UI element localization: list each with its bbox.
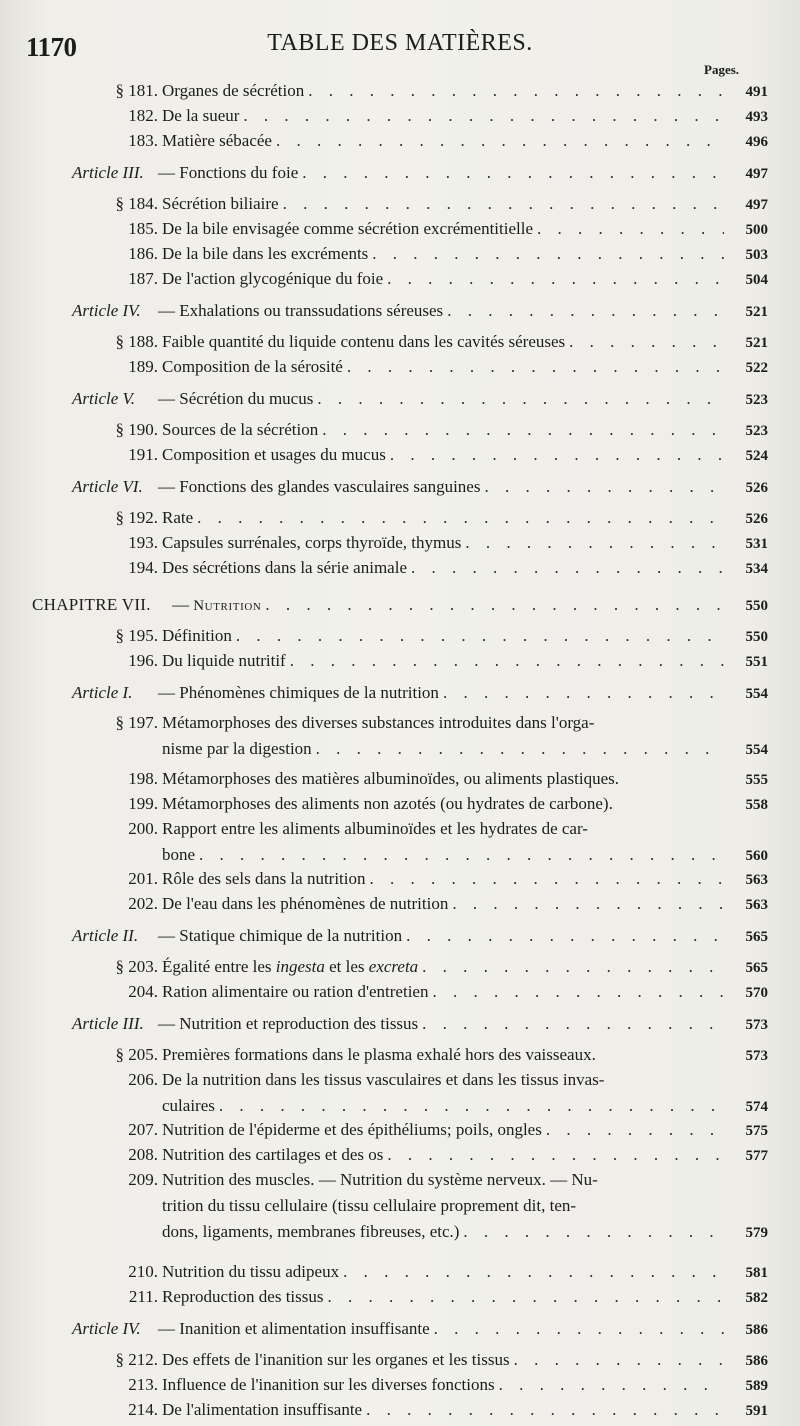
- toc-section: [100, 103, 768, 129]
- dot-leader: [219, 1093, 724, 1119]
- page-reference: 493: [745, 109, 768, 125]
- entry-number: 194.: [128, 558, 158, 577]
- entry-number: 191.: [128, 445, 158, 464]
- page-reference: 565: [745, 960, 768, 976]
- toc-article: [72, 1316, 768, 1342]
- page-reference: 523: [745, 392, 768, 408]
- toc-section: [100, 979, 768, 1005]
- entry-number: 182.: [128, 106, 158, 125]
- entry-title: De l'eau dans les phénomènes de nutrition: [162, 894, 449, 913]
- entry-title: De la bile envisagée comme sécrétion excrémentitielle: [162, 219, 533, 238]
- entry-title: De l'action glycogénique du foie: [162, 269, 384, 288]
- entry-title: Composition et usages du mucus: [162, 445, 386, 464]
- dot-leader: [463, 1219, 724, 1245]
- dot-leader: [283, 191, 724, 217]
- entry-number: 202.: [128, 894, 158, 913]
- entry-title-continued: bone: [162, 845, 196, 864]
- entry-title: Capsules surrénales, corps thyroïde, thymus: [162, 533, 462, 552]
- page-reference: 563: [745, 897, 768, 913]
- entry-title: Ration alimentaire ou ration d'entretien: [162, 982, 429, 1001]
- entry-number: 206.: [128, 1070, 158, 1089]
- page-reference: 574: [745, 1099, 768, 1115]
- entry-number: Article VI.: [72, 477, 143, 496]
- dot-leader: [308, 78, 724, 104]
- toc-section: [100, 1117, 768, 1143]
- page-reference: 558: [745, 797, 768, 813]
- entry-number: 208.: [128, 1145, 158, 1164]
- entry-title: Nutrition des cartilages et des os: [162, 1145, 384, 1164]
- toc-section: [100, 866, 768, 892]
- page-reference: 521: [745, 335, 768, 351]
- dot-leader: [316, 736, 724, 762]
- dot-leader: [343, 1259, 724, 1285]
- dot-leader: [452, 891, 724, 917]
- toc-section: [100, 1167, 768, 1245]
- entry-number: § 181.: [115, 81, 158, 100]
- entry-number: 209.: [128, 1170, 158, 1189]
- dot-leader: [447, 298, 724, 324]
- dot-leader: [422, 954, 724, 980]
- entry-title: Composition de la sérosité: [162, 357, 343, 376]
- entry-title: Premières formations dans le plasma exhalé hors des vaisseaux.: [162, 1045, 596, 1064]
- entry-title: Matière sébacée: [162, 131, 272, 150]
- entry-number: § 205.: [115, 1045, 158, 1064]
- toc-section: [100, 241, 768, 267]
- entry-title-italic: excreta: [368, 957, 419, 976]
- entry-number: Article IV.: [72, 301, 141, 320]
- dot-leader: [317, 386, 724, 412]
- entry-number: 186.: [128, 244, 158, 263]
- entry-number: 201.: [128, 869, 158, 888]
- page-reference: 591: [745, 1403, 768, 1419]
- page-reference: 521: [745, 304, 768, 320]
- dot-leader: [434, 1316, 724, 1342]
- entry-title: Métamorphoses des aliments non azotés (ou hydrates de carbone).: [162, 794, 613, 813]
- entry-title: De la bile dans les excréments: [162, 244, 369, 263]
- entry-title-continued: nisme par la digestion: [162, 739, 312, 758]
- entry-title: — Phénomènes chimiques de la nutrition: [158, 683, 439, 702]
- toc-article: [72, 1011, 768, 1037]
- entry-title: Influence de l'inanition sur les diverses fonctions: [162, 1375, 495, 1394]
- entry-title: Reproduction des tissus: [162, 1287, 324, 1306]
- entry-title: Métamorphoses des diverses substances introduites dans l'orga-: [162, 713, 595, 732]
- entry-number: Article IV.: [72, 1319, 141, 1338]
- toc-section: [100, 891, 768, 917]
- dot-leader: [537, 216, 724, 242]
- page-reference: 551: [745, 654, 768, 670]
- dot-leader: [276, 128, 724, 154]
- page-reference: 573: [745, 1017, 768, 1033]
- entry-title: [172, 592, 261, 619]
- toc-section: [100, 710, 768, 762]
- dot-leader: [265, 592, 724, 618]
- dot-leader: [514, 1347, 724, 1373]
- entry-number: § 212.: [115, 1350, 158, 1369]
- entry-number: 193.: [128, 533, 158, 552]
- toc-section: [100, 766, 768, 792]
- entry-number: § 184.: [115, 194, 158, 213]
- entry-number: Article I.: [72, 683, 133, 702]
- entry-title: Métamorphoses des matières albuminoïdes, ou aliments plastiques.: [162, 769, 620, 788]
- page-reference: 573: [745, 1048, 768, 1064]
- entry-title-continued: culaires: [162, 1096, 215, 1115]
- toc-section: [100, 329, 768, 355]
- entry-number: CHAPITRE VII.: [32, 595, 151, 614]
- entry-number: Article III.: [72, 163, 144, 182]
- entry-number: 185.: [128, 219, 158, 238]
- entry-number: 189.: [128, 357, 158, 376]
- page-reference: 531: [745, 536, 768, 552]
- page-reference: 555: [745, 772, 768, 788]
- dot-leader: [422, 1011, 724, 1037]
- entry-title: Nutrition du tissu adipeux: [162, 1262, 340, 1281]
- entry-title: Sécrétion biliaire: [162, 194, 279, 213]
- toc-section: [100, 1372, 768, 1398]
- page-reference: 524: [745, 448, 768, 464]
- entry-number: 187.: [128, 269, 158, 288]
- dot-leader: [302, 160, 724, 186]
- dot-leader: [390, 442, 724, 468]
- entry-number: 207.: [128, 1120, 158, 1139]
- dot-leader: [290, 648, 724, 674]
- toc-section: [100, 191, 768, 217]
- page-reference: 575: [745, 1123, 768, 1139]
- toc-section: [100, 623, 768, 649]
- page-reference: 560: [745, 848, 768, 864]
- entry-title: — Inanition et alimentation insuffisante: [158, 1319, 430, 1338]
- toc-article: [72, 160, 768, 186]
- toc-article: [72, 474, 768, 500]
- dot-leader: [499, 1372, 724, 1398]
- page-number: 1170: [26, 32, 77, 62]
- entry-number: Article V.: [72, 389, 135, 408]
- entry-title: Des sécrétions dans la série animale: [162, 558, 407, 577]
- entry-title: Sources de la sécrétion: [162, 420, 319, 439]
- dot-leader: [432, 979, 724, 1005]
- toc-section: [100, 354, 768, 380]
- dot-leader: [387, 1142, 724, 1168]
- page-reference: 579: [745, 1225, 768, 1241]
- page-reference: 582: [745, 1290, 768, 1306]
- dot-leader: [347, 354, 724, 380]
- toc-section: [100, 816, 768, 868]
- page-reference: 497: [745, 197, 768, 213]
- entry-title: De l'alimentation insuffisante: [162, 1400, 363, 1419]
- entry-title: Nutrition de l'épiderme et des épithéliums; poils, ongles: [162, 1120, 542, 1139]
- entry-number: Article II.: [72, 926, 139, 945]
- toc-section: [100, 1067, 768, 1119]
- entry-title-dash: —: [172, 595, 194, 614]
- dot-leader: [366, 1397, 724, 1423]
- entry-title-part: et les: [324, 957, 369, 976]
- toc-article: [72, 923, 768, 949]
- page-reference: 504: [745, 272, 768, 288]
- dot-leader: [443, 680, 724, 706]
- page-reference: 550: [745, 629, 768, 645]
- dot-leader: [236, 623, 724, 649]
- entry-title: Rate: [162, 508, 194, 527]
- entry-number: § 195.: [115, 626, 158, 645]
- page-reference: 570: [745, 985, 768, 1001]
- pages-column-label: Pages.: [704, 62, 740, 77]
- entry-title: Rapport entre les aliments albuminoïdes et les hydrates de car-: [162, 819, 588, 838]
- entry-number: 199.: [128, 794, 158, 813]
- page-reference: 581: [745, 1265, 768, 1281]
- entry-title: Définition: [162, 626, 232, 645]
- page-reference: 523: [745, 423, 768, 439]
- entry-number: 183.: [128, 131, 158, 150]
- toc-article: [72, 680, 768, 706]
- page-reference: 586: [745, 1322, 768, 1338]
- toc-article: [72, 298, 768, 324]
- dot-leader: [411, 555, 724, 581]
- toc-section: [100, 78, 768, 104]
- entry-number: 204.: [128, 982, 158, 1001]
- toc-section: [100, 505, 768, 531]
- entry-number: 198.: [128, 769, 158, 788]
- page-reference: 534: [745, 561, 768, 577]
- entry-title: [162, 954, 418, 980]
- entry-title: — Fonctions du foie: [158, 163, 299, 182]
- toc-section: [100, 1042, 768, 1068]
- page-reference: 586: [745, 1353, 768, 1369]
- toc-section: [100, 216, 768, 242]
- entry-number: 200.: [128, 819, 158, 838]
- entry-title: De la sueur: [162, 106, 240, 125]
- toc-section: [100, 417, 768, 443]
- toc-section: [100, 128, 768, 154]
- dot-leader: [328, 1284, 725, 1310]
- toc-section: [100, 1142, 768, 1168]
- toc-section: [100, 442, 768, 468]
- entry-title: Faible quantité du liquide contenu dans les cavités séreuses: [162, 332, 566, 351]
- page-reference: 526: [745, 511, 768, 527]
- dot-leader: [197, 505, 724, 531]
- entry-title: Rôle des sels dans la nutrition: [162, 869, 366, 888]
- toc-section: [100, 791, 768, 817]
- entry-number: § 203.: [115, 957, 158, 976]
- page-reference: 497: [745, 166, 768, 182]
- page-reference: 554: [745, 686, 768, 702]
- dot-leader: [322, 417, 724, 443]
- toc-chapter: [32, 592, 768, 618]
- dot-leader: [370, 866, 724, 892]
- entry-number: 211.: [128, 1287, 158, 1306]
- dot-leader: [569, 329, 724, 355]
- page-reference: 500: [745, 222, 768, 238]
- page-reference: 550: [745, 598, 768, 614]
- entry-number: 196.: [128, 651, 158, 670]
- entry-title-part: Égalité entre les: [162, 957, 276, 976]
- entry-number: 210.: [128, 1262, 158, 1281]
- entry-title: — Statique chimique de la nutrition: [158, 926, 403, 945]
- toc-section: [100, 1397, 768, 1423]
- entry-title: — Nutrition et reproduction des tissus: [158, 1014, 419, 1033]
- dot-leader: [199, 842, 724, 868]
- entry-number: Article III.: [72, 1014, 144, 1033]
- page-reference: 526: [745, 480, 768, 496]
- entry-title: — Fonctions des glandes vasculaires sanguines: [158, 477, 481, 496]
- dot-leader: [243, 103, 724, 129]
- entry-title: Des effets de l'inanition sur les organes et les tissus: [162, 1350, 510, 1369]
- entry-number: 213.: [128, 1375, 158, 1394]
- page-reference: 565: [745, 929, 768, 945]
- page-reference: 491: [745, 84, 768, 100]
- page-reference: 577: [745, 1148, 768, 1164]
- entry-title: Nutrition des muscles. — Nutrition du système nerveux. — Nu-: [162, 1170, 598, 1189]
- page-reference: 563: [745, 872, 768, 888]
- entry-number: 214.: [128, 1400, 158, 1419]
- page-reference: 554: [745, 742, 768, 758]
- entry-number: § 197.: [115, 713, 158, 732]
- page-reference: 496: [745, 134, 768, 150]
- toc-section: [100, 1284, 768, 1310]
- toc-section: [100, 1259, 768, 1285]
- dot-leader: [372, 241, 724, 267]
- toc-section: [100, 530, 768, 556]
- toc-section: [100, 555, 768, 581]
- entry-title: — Sécrétion du mucus: [158, 389, 314, 408]
- toc-section: [100, 266, 768, 292]
- entry-title-continued: trition du tissu cellulaire (tissu cellulaire proprement dit, ten-: [162, 1196, 577, 1215]
- entry-title-small-caps: Nutrition: [193, 598, 262, 614]
- toc-section: [100, 954, 768, 980]
- toc-section: [100, 648, 768, 674]
- entry-title-continued: dons, ligaments, membranes fibreuses, etc.): [162, 1222, 460, 1241]
- dot-leader: [484, 474, 724, 500]
- page-reference: 589: [745, 1378, 768, 1394]
- dot-leader: [406, 923, 724, 949]
- toc-section: [100, 1347, 768, 1373]
- entry-title: — Exhalations ou transsudations séreuses: [158, 301, 444, 320]
- page-reference: 522: [745, 360, 768, 376]
- running-title: TABLE DES MATIÈRES.: [267, 30, 533, 56]
- entry-title: Du liquide nutritif: [162, 651, 286, 670]
- entry-title-italic: ingesta: [275, 957, 325, 976]
- entry-title: Organes de sécrétion: [162, 81, 305, 100]
- dot-leader: [465, 530, 724, 556]
- entry-number: § 190.: [115, 420, 158, 439]
- dot-leader: [546, 1117, 724, 1143]
- entry-title: De la nutrition dans les tissus vasculaires et dans les tissus invas-: [162, 1070, 605, 1089]
- entry-number: § 192.: [115, 508, 158, 527]
- entry-number: § 188.: [115, 332, 158, 351]
- toc-article: [72, 386, 768, 412]
- page-reference: 503: [745, 247, 768, 263]
- dot-leader: [387, 266, 724, 292]
